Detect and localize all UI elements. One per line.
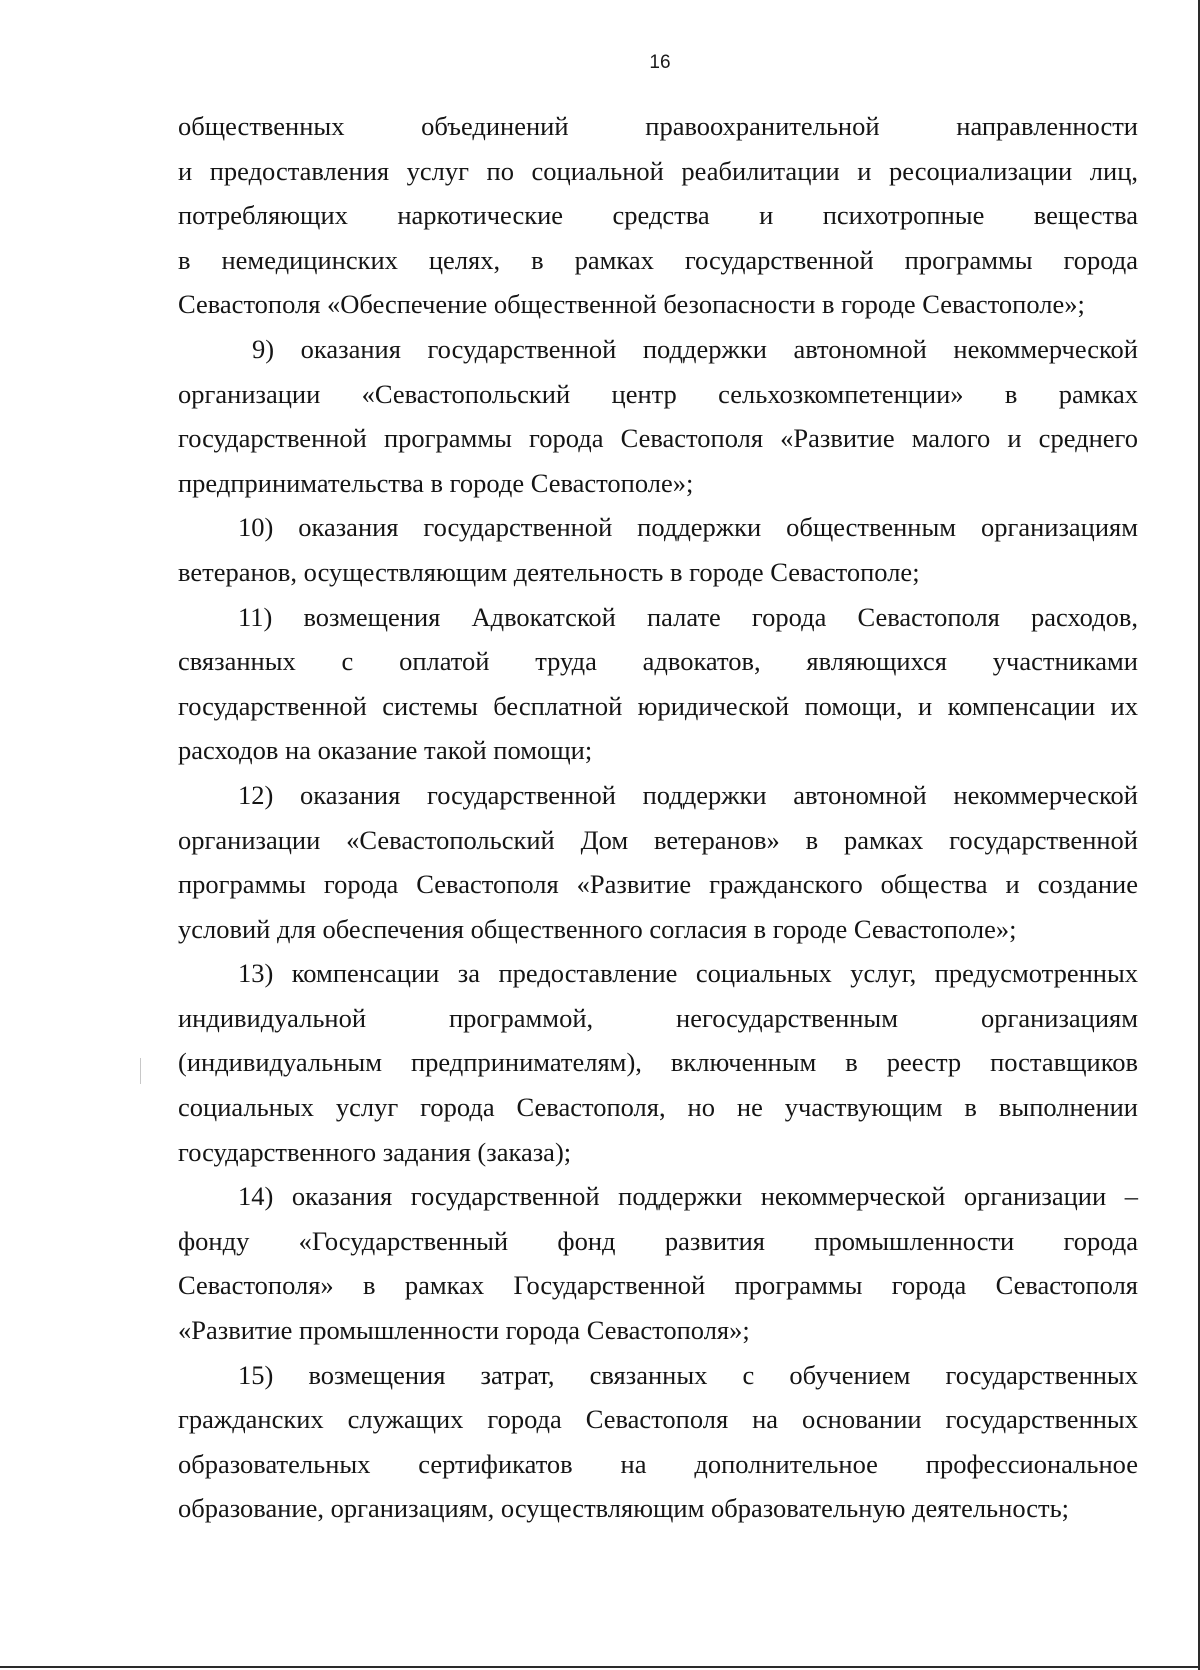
scan-bottom-edge	[0, 1666, 1200, 1668]
text-line: 13) компенсации за предоставление социальных услуг, предусмотренных	[238, 958, 1138, 989]
text-line: общественных объединений правоохранительной направленности	[178, 111, 1138, 141]
text-line: программы города Севастополя «Развитие гражданского общества и создание	[178, 869, 1138, 900]
paragraph-item-15	[178, 1353, 1138, 1531]
text-line: 12) оказания государственной поддержки автономной некоммерческой	[238, 779, 1138, 810]
text-line: социальных услуг города Севастополя, но не участвующим в выполнении	[178, 1092, 1138, 1123]
paragraph-item-10	[178, 505, 1138, 594]
text-line: индивидуальной программой, негосударственным организациям	[178, 1002, 1138, 1033]
text-line: Севастополя» в рамках Государственной программы города Севастополя	[178, 1270, 1138, 1301]
page-number: 16	[649, 52, 671, 73]
text-line: (индивидуальным предпринимателям), включенным в реестр поставщиков	[178, 1047, 1138, 1078]
text-line: фонду «Государственный фонд развития промышленности города	[178, 1225, 1138, 1256]
paragraph-item-11	[178, 595, 1138, 773]
scan-margin-mark	[140, 1058, 141, 1084]
text-line: 14) оказания государственной поддержки некоммерческой организации –	[238, 1181, 1138, 1212]
text-line: Севастополя «Обеспечение общественной безопасности в городе Севастополе»;	[178, 289, 1085, 320]
text-line: «Развитие промышленности города Севастополя»;	[178, 1315, 750, 1346]
text-line: условий для обеспечения общественного согласия в городе Севастополе»;	[178, 913, 1017, 944]
text-line: в немедицинских целях, в рамках государственной программы города	[178, 244, 1138, 275]
text-line: государственного задания (заказа);	[178, 1136, 572, 1167]
text-line: организации «Севастопольский центр сельхозкомпетенции» в рамках	[178, 378, 1138, 409]
document-body	[178, 104, 1138, 1531]
text-line: потребляющих наркотические средства и психотропные вещества	[178, 200, 1138, 231]
text-line: и предоставления услуг по социальной реабилитации и ресоциализации лиц,	[178, 155, 1138, 186]
text-line: расходов на оказание такой помощи;	[178, 735, 593, 766]
text-line: образовательных сертификатов на дополнительное профессиональное	[178, 1448, 1138, 1479]
paragraph-item-14	[178, 1174, 1138, 1352]
text-line: организации «Севастопольский Дом ветеранов» в рамках государственной	[178, 824, 1138, 855]
paragraph-continuation	[178, 104, 1138, 327]
text-line: гражданских служащих города Севастополя на основании государственных	[178, 1404, 1138, 1435]
text-line: предпринимательства в городе Севастополе»;	[178, 467, 694, 498]
paragraph-item-12	[178, 773, 1138, 951]
text-line: 11) возмещения Адвокатской палате города Севастополя расходов,	[238, 601, 1138, 632]
text-line: ветеранов, осуществляющим деятельность в городе Севастополе;	[178, 556, 920, 587]
paragraph-item-13	[178, 951, 1138, 1174]
text-line: 9) оказания государственной поддержки автономной некоммерческой	[252, 333, 1138, 364]
text-line: образование, организациям, осуществляющим образовательную деятельность;	[178, 1493, 1070, 1524]
paragraph-item-9	[178, 327, 1138, 505]
text-line: государственной программы города Севастополя «Развитие малого и среднего	[178, 423, 1138, 454]
text-line: 15) возмещения затрат, связанных с обучением государственных	[238, 1359, 1138, 1390]
text-line: 10) оказания государственной поддержки общественным организациям	[238, 512, 1138, 543]
text-line: связанных с оплатой труда адвокатов, являющихся участниками	[178, 646, 1138, 677]
text-line: государственной системы бесплатной юридической помощи, и компенсации их	[178, 690, 1138, 721]
